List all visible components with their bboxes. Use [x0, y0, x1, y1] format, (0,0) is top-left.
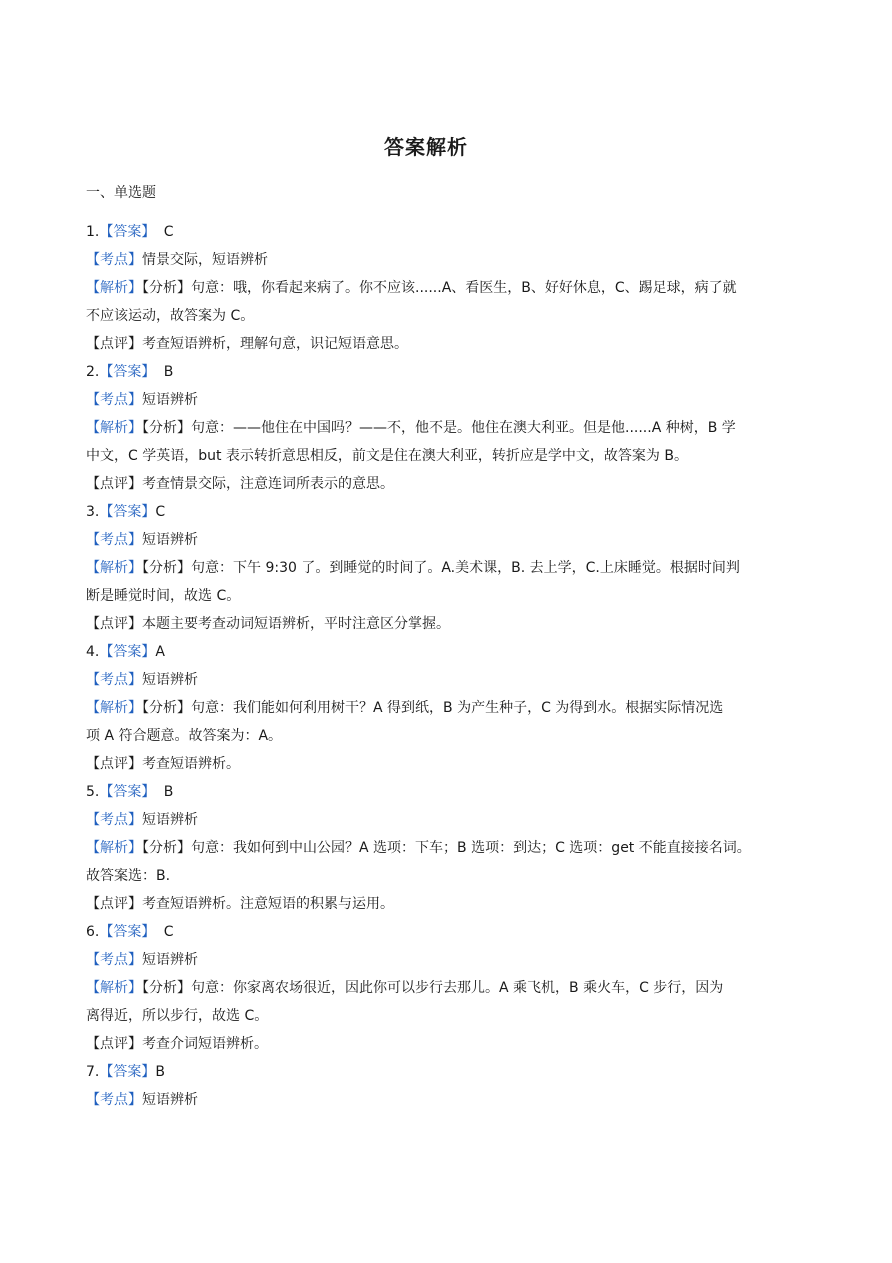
analysis-continuation: 不应该运动，故答案为 C。 [86, 308, 255, 324]
analysis-continuation: 故答案选：B. [86, 868, 171, 884]
answer-label: 【答案】 [99, 224, 156, 240]
analysis-label: 【解析】 [86, 560, 142, 576]
comment-line [86, 890, 810, 918]
answer-list [86, 218, 810, 1114]
question-number: 2. [86, 364, 100, 380]
analysis-line [86, 694, 810, 722]
comment-text: 考查短语辨析。 [142, 756, 240, 772]
question-number: 4. [86, 644, 100, 660]
analysis-label: 【解析】 [86, 840, 142, 856]
answer-value: C [155, 504, 166, 520]
analysis-continuation: 离得近，所以步行，故选 C。 [86, 1008, 269, 1024]
analysis-text: 【分析】句意：我们能如何利用树干？A 得到纸，B 为产生种子，C 为得到水。根据实际情况选 [142, 700, 724, 716]
analysis-label: 【解析】 [86, 420, 142, 436]
analysis-label: 【解析】 [86, 700, 142, 716]
comment-label: 【点评】 [86, 896, 142, 912]
answer-value: B [159, 784, 174, 800]
answer-line [86, 638, 810, 666]
analysis-label: 【解析】 [86, 980, 142, 996]
analysis-text: 【分析】句意：——他住在中国吗？——不，他不是。他住在澳大利亚。但是他......A 种树，B 学 [142, 420, 736, 436]
analysis-text: 【分析】句意：下午 9:30 了。到睡觉的时间了。A.美术课，B. 去上学，C.上床睡觉。根据时间判 [142, 560, 740, 576]
analysis-line [86, 554, 810, 582]
answer-label: 【答案】 [99, 504, 156, 520]
question-number: 7. [86, 1064, 100, 1080]
answer-label: 【答案】 [99, 644, 156, 660]
answer-value: C [159, 924, 174, 940]
point-label: 【考点】 [86, 812, 142, 828]
question-number: 6. [86, 924, 100, 940]
point-text: 短语辨析 [142, 952, 198, 968]
answer-line [86, 1058, 810, 1086]
point-text: 情景交际，短语辨析 [142, 252, 268, 268]
point-text: 短语辨析 [142, 392, 198, 408]
comment-label: 【点评】 [86, 1036, 142, 1052]
point-line [86, 666, 810, 694]
point-line [86, 526, 810, 554]
question-number: 1. [86, 224, 100, 240]
section-heading: 一、单选题 [86, 185, 156, 201]
analysis-continuation: 断是睡觉时间，故选 C。 [86, 588, 241, 604]
point-label: 【考点】 [86, 392, 142, 408]
analysis-text: 【分析】句意：你家离农场很近，因此你可以步行去那儿。A 乘飞机，B 乘火车，C 步行，因为 [142, 980, 724, 996]
point-line [86, 386, 810, 414]
point-text: 短语辨析 [142, 1092, 198, 1108]
point-line [86, 806, 810, 834]
comment-text: 考查短语辨析，理解句意，识记短语意思。 [142, 336, 408, 352]
point-text: 短语辨析 [142, 812, 198, 828]
point-label: 【考点】 [86, 952, 142, 968]
comment-label: 【点评】 [86, 336, 142, 352]
comment-line [86, 610, 810, 638]
answer-line [86, 778, 810, 806]
page-title: 答案解析 [384, 135, 468, 159]
analysis-text: 【分析】句意：哦，你看起来病了。你不应该......A、看医生，B、好好休息，C、踢足球，病了就 [142, 280, 737, 296]
question-number: 5. [86, 784, 100, 800]
point-text: 短语辨析 [142, 672, 198, 688]
point-label: 【考点】 [86, 672, 142, 688]
point-line [86, 246, 810, 274]
comment-label: 【点评】 [86, 476, 142, 492]
analysis-continuation: 中文，C 学英语，but 表示转折意思相反，前文是住在澳大利亚，转折应是学中文，故答案为 B。 [86, 448, 688, 464]
comment-label: 【点评】 [86, 616, 142, 632]
point-line [86, 1086, 810, 1114]
comment-text: 考查介词短语辨析。 [142, 1036, 268, 1052]
answer-line [86, 498, 810, 526]
point-line [86, 946, 810, 974]
analysis-label: 【解析】 [86, 280, 142, 296]
comment-line [86, 330, 810, 358]
answer-value: A [155, 644, 165, 660]
answer-label: 【答案】 [99, 364, 156, 380]
point-label: 【考点】 [86, 1092, 142, 1108]
answer-value: C [159, 224, 174, 240]
analysis-line [86, 274, 810, 302]
answer-line [86, 218, 810, 246]
comment-line [86, 750, 810, 778]
answer-line [86, 918, 810, 946]
analysis-continuation: 项 A 符合题意。故答案为：A。 [86, 728, 283, 744]
analysis-line [86, 974, 810, 1002]
point-label: 【考点】 [86, 532, 142, 548]
point-label: 【考点】 [86, 252, 142, 268]
point-text: 短语辨析 [142, 532, 198, 548]
answer-line [86, 358, 810, 386]
comment-text: 本题主要考查动词短语辨析，平时注意区分掌握。 [142, 616, 450, 632]
analysis-line [86, 414, 810, 442]
answer-label: 【答案】 [99, 924, 156, 940]
comment-text: 考查情景交际，注意连词所表示的意思。 [142, 476, 394, 492]
comment-line [86, 470, 810, 498]
comment-text: 考查短语辨析。注意短语的积累与运用。 [142, 896, 394, 912]
comment-line [86, 1030, 810, 1058]
answer-label: 【答案】 [99, 1064, 156, 1080]
analysis-line [86, 834, 810, 862]
answer-value: B [159, 364, 174, 380]
comment-label: 【点评】 [86, 756, 142, 772]
question-number: 3. [86, 504, 100, 520]
answer-label: 【答案】 [99, 784, 156, 800]
analysis-text: 【分析】句意：我如何到中山公园？A 选项：下车；B 选项：到达；C 选项：get 不能直接接名词。 [142, 840, 751, 856]
answer-value: B [155, 1064, 165, 1080]
